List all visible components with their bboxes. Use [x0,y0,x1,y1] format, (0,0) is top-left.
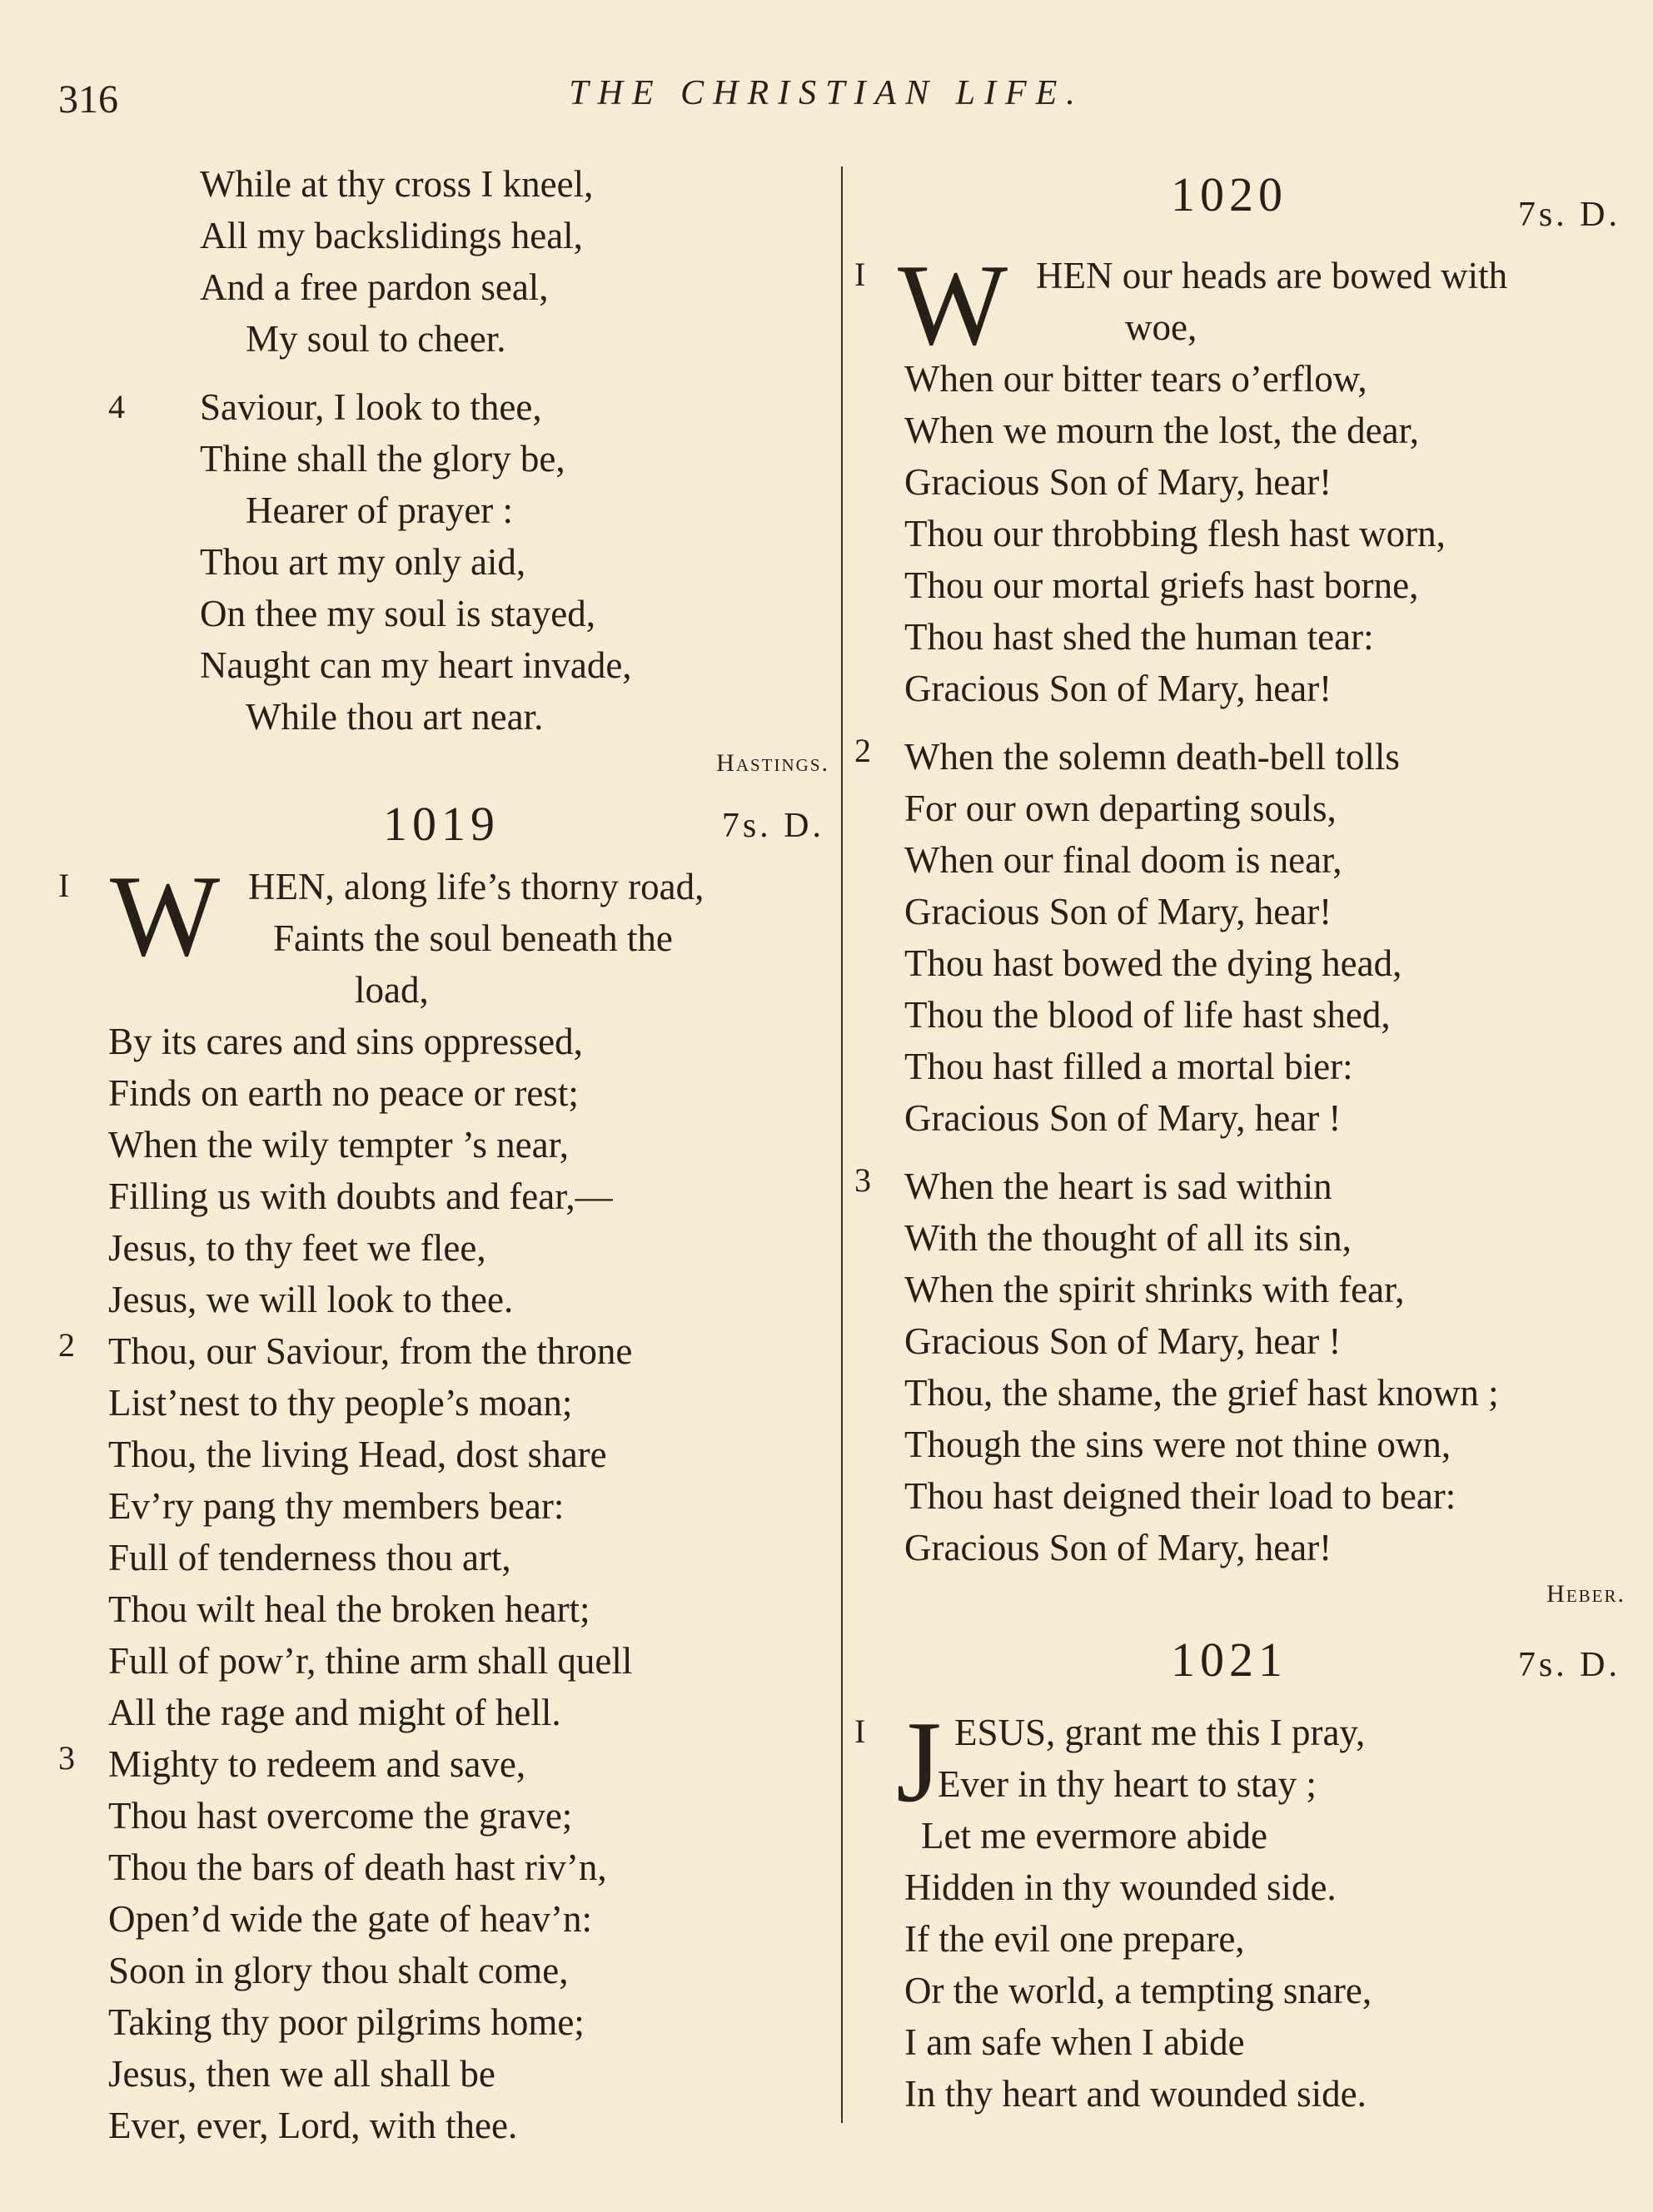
hymn-line: Though the sins were not thine own, [904,1424,1451,1465]
drop-cap: J [896,1698,942,1827]
hymn-attribution: Heber. [1546,1580,1626,1608]
drop-cap: W [110,852,221,981]
verse-number: 2 [854,732,871,769]
hymn-line: Faints the soul beneath the [273,917,673,959]
verse-number: 3 [854,1161,871,1199]
hymn-line: Full of pow’r, thine arm shall quell [108,1640,633,1682]
hymn-line: When the solemn death-bell tolls [904,736,1400,778]
hymn-line: load, [355,969,429,1011]
hymn-line: Thou hast bowed the dying head, [904,942,1402,984]
hymn-line: Mighty to redeem and save, [108,1743,526,1785]
hymn-attribution: Hastings. [716,749,829,777]
hymn-line: Gracious Son of Mary, hear ! [904,1097,1342,1139]
hymn-line: woe, [1125,306,1197,348]
hymn-header-1021 [854,1615,1629,1707]
hymn-line: Gracious Son of Mary, hear! [904,1527,1332,1568]
hymn-line: Thou our mortal griefs hast borne, [904,564,1419,606]
hymn-line: Thou the blood of life hast shed, [904,994,1391,1036]
verse-1 [854,1698,1629,2120]
hymn-line: On thee my soul is stayed, [200,593,595,634]
verse-number: 2 [58,1326,75,1364]
hymn-line: Gracious Son of Mary, hear! [904,461,1332,503]
hymn-line: Jesus, we will look to thee. [108,1279,514,1320]
left-column [58,158,833,2151]
hymn-line: Or the world, a tempting snare, [904,1970,1372,2011]
hymn-line: Full of tenderness thou art, [108,1537,511,1578]
hymn-line: HEN, along life’s thorny road, [248,866,705,907]
hymn-line: Hearer of prayer : [246,490,514,531]
verse-2 [854,731,1629,1144]
hymn-line: Thou, our Saviour, from the throne [108,1330,633,1372]
running-title: THE CHRISTIAN LIFE. [569,74,1084,112]
hymn-line: Thou hast filled a mortal bier: [904,1046,1353,1087]
verse-3 [854,1161,1629,1573]
verse-number: I [854,256,866,293]
hymn-line: Naught can my heart invade, [200,644,632,686]
verse-number: I [854,1712,866,1750]
drop-cap: W [898,241,1008,370]
hymn-meter: 7s. D. [1517,1646,1621,1684]
hymn-line: All my backslidings heal, [200,215,583,256]
hymn-line: Filling us with doubts and fear,— [108,1176,613,1217]
hymn-line: Soon in glory thou shalt come, [108,1950,569,1991]
hymn-line: I am safe when I abide [904,2021,1245,2063]
hymn-line: Let me evermore abide [921,1815,1268,1857]
hymn-line: Thou, the living Head, dost share [108,1434,607,1475]
hymn-line: Gracious Son of Mary, hear! [904,891,1332,932]
hymn-line: Finds on earth no peace or rest; [108,1072,579,1114]
hymn-line: And a free pardon seal, [200,266,549,308]
hymn-line: Hidden in thy wounded side. [904,1867,1337,1908]
hymn-line: HEN our heads are bowed with [1036,255,1508,296]
hymn-number: 1019 [383,797,500,851]
verse-1 [58,852,833,1325]
hymn-line: Thou, the shame, the grief hast known ; [904,1372,1499,1414]
hymn-header-1019 [58,784,833,861]
hymn-line: Thou the bars of death hast riv’n, [108,1847,607,1888]
hymn-line: When our bitter tears o’erflow, [904,358,1367,400]
hymn-line: Ever, ever, Lord, with thee. [108,2105,518,2146]
hymn-line: List’nest to thy people’s moan; [108,1382,573,1424]
hymn-line: Thine shall the glory be, [200,438,565,480]
hymn-line: Saviour, I look to thee, [200,386,542,428]
hymn-line: All the rage and might of hell. [108,1692,561,1733]
hymn-line: For our own departing souls, [904,788,1337,829]
hymn-line: Taking thy poor pilgrims home; [108,2001,585,2043]
hymn-number: 1020 [1171,167,1287,221]
hymn-line: Jesus, to thy feet we flee, [108,1227,486,1269]
hymn-line: If the evil one prepare, [904,1918,1245,1960]
hymn-line: While at thy cross I kneel, [200,163,594,205]
hymn-line: When our final doom is near, [904,839,1342,881]
hymn-line: Thou hast shed the human tear: [904,616,1374,658]
hymn-number: 1021 [1171,1633,1287,1687]
hymn-line: By its cares and sins oppressed, [108,1021,583,1062]
page-number: 316 [58,77,118,122]
hymn-line: When the heart is sad within [904,1166,1332,1207]
hymn-header-1020 [854,158,1629,250]
hymn-meter: 7s. D. [721,807,824,845]
hymn-line: Jesus, then we all shall be [108,2053,495,2095]
hymn-line: Thou hast deigned their load to bear: [904,1475,1456,1517]
hymn-line: Thou art my only aid, [200,541,526,583]
hymn-line: When the wily tempter ’s near, [108,1124,570,1166]
verse-2 [58,1325,833,1738]
hymn-line: Ever in thy heart to stay ; [938,1763,1317,1805]
hymn-line: In thy heart and wounded side. [904,2073,1367,2115]
verse-1 [854,241,1629,714]
hymn-line: While thou art near. [246,696,544,738]
hymn-line: Thou our throbbing flesh hast worn, [904,513,1446,554]
right-column [854,158,1629,2120]
hymn-line: Gracious Son of Mary, hear ! [904,1320,1342,1362]
column-divider [841,167,843,2123]
verse-number: 4 [108,388,125,425]
hymn-line: Thou hast overcome the grave; [108,1795,573,1837]
hymn-line: Thou wilt heal the broken heart; [108,1588,590,1630]
hymn-meter: 7s. D. [1517,196,1621,234]
verse-3 [58,1738,833,2151]
hymn-line: My soul to cheer. [246,318,506,360]
verse-line [58,381,833,433]
hymn-line: ESUS, grant me this I pray, [954,1712,1366,1753]
verse-number: 3 [58,1739,75,1777]
hymn-line: When the spirit shrinks with fear, [904,1269,1405,1310]
hymn-line: With the thought of all its sin, [904,1217,1352,1259]
verse-number: I [58,867,70,904]
hymn-line: When we mourn the lost, the dear, [904,410,1420,451]
hymn-line: Open’d wide the gate of heav’n: [108,1898,593,1940]
hymn-line: Ev’ry pang thy members bear: [108,1485,565,1527]
hymn-line: Gracious Son of Mary, hear! [904,668,1332,709]
